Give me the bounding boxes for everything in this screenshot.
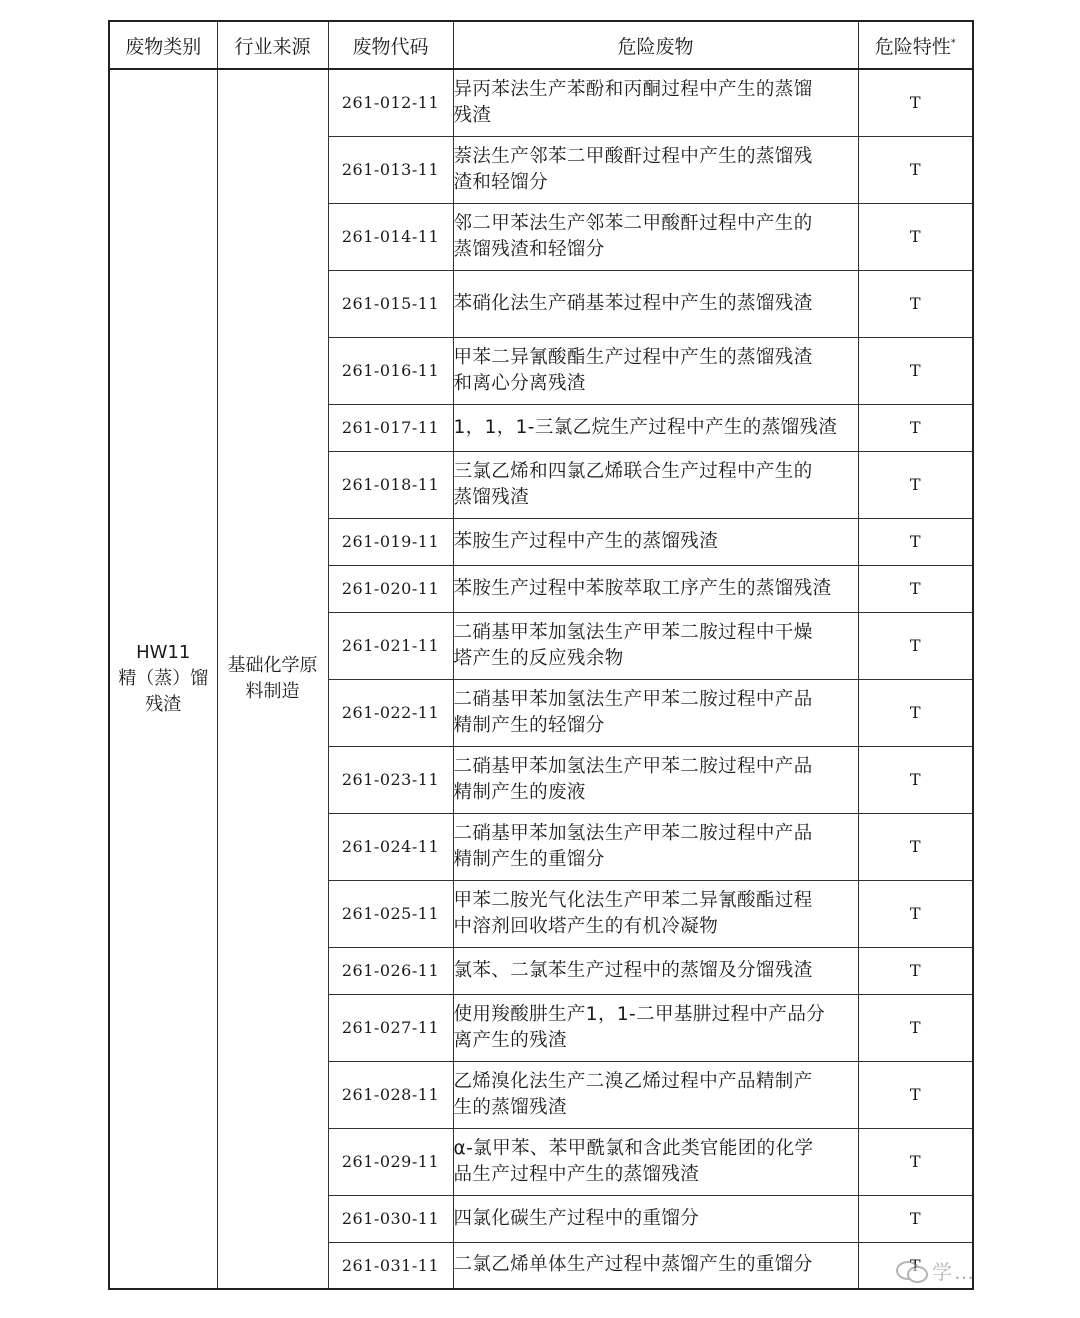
waste-code-cell: 261-022-11 <box>328 679 453 746</box>
hazard-characteristic-cell: T <box>858 880 973 947</box>
hazard-characteristic-cell: T <box>858 337 973 404</box>
hazardous-waste-cell <box>453 612 858 679</box>
waste-desc-line2: 蒸馏残渣 <box>453 486 530 508</box>
waste-code-cell: 261-012-11 <box>328 69 453 136</box>
waste-code-cell: 261-018-11 <box>328 451 453 518</box>
waste-desc-line1: 异丙苯法生产苯酚和丙酮过程中产生的蒸馏 <box>453 78 813 100</box>
hazard-characteristic-cell: T <box>858 947 973 994</box>
table-header-row <box>109 21 973 69</box>
hazardous-waste-cell <box>453 746 858 813</box>
waste-desc-line1: 二硝基甲苯加氢法生产甲苯二胺过程中干燥 <box>453 621 813 643</box>
hazard-characteristic-cell: T <box>858 679 973 746</box>
watermark-text: 学… <box>932 1259 976 1284</box>
waste-desc-line1: α-氯甲苯、苯甲酰氯和含此类官能团的化学 <box>453 1137 814 1159</box>
header-category: 废物类别 <box>109 21 217 69</box>
hazardous-waste-cell <box>453 337 858 404</box>
waste-desc-line1: 甲苯二胺光气化法生产甲苯二异氰酸酯过程 <box>453 889 813 911</box>
hazard-characteristic-cell: T <box>858 404 973 451</box>
waste-desc-line2: 精制产生的轻馏分 <box>453 714 605 736</box>
hazard-characteristic-cell: T <box>858 565 973 612</box>
table-body <box>109 69 973 1289</box>
industry-source-cell <box>217 69 328 1289</box>
hazardous-waste-cell <box>453 203 858 270</box>
waste-desc-line1: 萘法生产邻苯二甲酸酐过程中产生的蒸馏残 <box>453 145 813 167</box>
waste-desc-line1: 二氯乙烯单体生产过程中蒸馏产生的重馏分 <box>453 1254 813 1276</box>
waste-code-cell: 261-015-11 <box>328 270 453 337</box>
wechat-watermark <box>896 1252 1052 1288</box>
hazard-characteristic-cell: T <box>858 1195 973 1242</box>
waste-desc-line1: 甲苯二异氰酸酯生产过程中产生的蒸馏残渣 <box>453 346 813 368</box>
waste-desc-line1: 使用羧酸肼生产1，1-二甲基肼过程中产品分 <box>453 1003 826 1025</box>
hazardous-waste-cell <box>453 1128 858 1195</box>
table-row <box>109 69 973 136</box>
waste-desc-line2: 蒸馏残渣和轻馏分 <box>453 238 605 260</box>
source-line1: 基础化学原 <box>227 655 318 676</box>
hazardous-waste-cell <box>453 813 858 880</box>
hazard-characteristic-cell: T <box>858 612 973 679</box>
header-source: 行业来源 <box>217 21 328 69</box>
hazard-characteristic-cell: T <box>858 746 973 813</box>
category-name-line1: 精（蒸）馏 <box>118 668 209 689</box>
waste-code-cell: 261-024-11 <box>328 813 453 880</box>
waste-code-cell: 261-030-11 <box>328 1195 453 1242</box>
hazardous-waste-cell <box>453 1242 858 1289</box>
waste-desc-line1: 苯硝化法生产硝基苯过程中产生的蒸馏残渣 <box>453 292 813 314</box>
hazardous-waste-cell <box>453 880 858 947</box>
waste-desc-line1: 二硝基甲苯加氢法生产甲苯二胺过程中产品 <box>453 755 813 777</box>
hazardous-waste-cell <box>453 451 858 518</box>
hazard-characteristic-cell: T <box>858 813 973 880</box>
hazardous-waste-cell <box>453 518 858 565</box>
waste-code-cell: 261-031-11 <box>328 1242 453 1289</box>
hazard-characteristic-cell: T <box>858 1128 973 1195</box>
waste-code-cell: 261-016-11 <box>328 337 453 404</box>
hazardous-waste-table <box>108 20 974 1290</box>
waste-desc-line1: 邻二甲苯法生产邻苯二甲酸酐过程中产生的 <box>453 212 813 234</box>
waste-code-cell: 261-023-11 <box>328 746 453 813</box>
waste-category-cell <box>109 69 217 1289</box>
waste-desc-line1: 氯苯、二氯苯生产过程中的蒸馏及分馏残渣 <box>453 959 813 981</box>
waste-code-cell: 261-025-11 <box>328 880 453 947</box>
waste-desc-line1: 苯胺生产过程中苯胺萃取工序产生的蒸馏残渣 <box>453 577 832 599</box>
waste-desc-line2: 离产生的残渣 <box>453 1029 567 1051</box>
waste-desc-line2: 品生产过程中产生的蒸馏残渣 <box>453 1163 700 1185</box>
hazardous-waste-cell <box>453 136 858 203</box>
waste-desc-line1: 四氯化碳生产过程中的重馏分 <box>453 1207 700 1229</box>
hazardous-waste-cell <box>453 679 858 746</box>
hazard-characteristic-cell: T <box>858 994 973 1061</box>
waste-desc-line2: 生的蒸馏残渣 <box>453 1096 567 1118</box>
waste-desc-line1: 二硝基甲苯加氢法生产甲苯二胺过程中产品 <box>453 822 813 844</box>
hazard-characteristic-cell: T <box>858 203 973 270</box>
waste-desc-line1: 三氯乙烯和四氯乙烯联合生产过程中产生的 <box>453 460 813 482</box>
hazard-characteristic-cell: T <box>858 136 973 203</box>
waste-desc-line2: 和离心分离残渣 <box>453 372 586 394</box>
hazardous-waste-cell <box>453 270 858 337</box>
hazard-characteristic-cell: T <box>858 518 973 565</box>
header-waste: 危险废物 <box>453 21 858 69</box>
waste-desc-line1: 1，1，1-三氯乙烷生产过程中产生的蒸馏残渣 <box>453 416 838 438</box>
hazardous-waste-cell <box>453 565 858 612</box>
waste-code-cell: 261-027-11 <box>328 994 453 1061</box>
hazardous-waste-cell <box>453 947 858 994</box>
waste-desc-line1: 乙烯溴化法生产二溴乙烯过程中产品精制产 <box>453 1070 813 1092</box>
waste-desc-line2: 渣和轻馏分 <box>453 171 549 193</box>
hazardous-waste-cell <box>453 1195 858 1242</box>
header-code: 废物代码 <box>328 21 453 69</box>
hazardous-waste-cell <box>453 1061 858 1128</box>
hazard-characteristic-cell: T <box>858 69 973 136</box>
waste-code-cell: 261-029-11 <box>328 1128 453 1195</box>
category-name-line2: 残渣 <box>145 694 182 715</box>
waste-desc-line1: 苯胺生产过程中产生的蒸馏残渣 <box>453 530 719 552</box>
waste-code-cell: 261-013-11 <box>328 136 453 203</box>
wechat-icon <box>896 1259 926 1281</box>
waste-desc-line2: 中溶剂回收塔产生的有机冷凝物 <box>453 915 719 937</box>
waste-code-cell: 261-026-11 <box>328 947 453 994</box>
waste-desc-line2: 残渣 <box>453 104 492 126</box>
waste-code-cell: 261-020-11 <box>328 565 453 612</box>
waste-desc-line2: 精制产生的重馏分 <box>453 848 605 870</box>
hazardous-waste-cell <box>453 994 858 1061</box>
hazardous-waste-cell <box>453 69 858 136</box>
hazardous-waste-cell <box>453 404 858 451</box>
hazard-characteristic-cell: T <box>858 451 973 518</box>
category-code: HW11 <box>136 642 191 663</box>
waste-code-cell: 261-019-11 <box>328 518 453 565</box>
waste-code-cell: 261-014-11 <box>328 203 453 270</box>
hazard-characteristic-cell: T <box>858 1061 973 1128</box>
waste-desc-line2: 塔产生的反应残余物 <box>453 647 624 669</box>
header-characteristic-label: 危险特性 <box>874 35 951 58</box>
waste-desc-line2: 精制产生的废液 <box>453 781 586 803</box>
waste-desc-line1: 二硝基甲苯加氢法生产甲苯二胺过程中产品 <box>453 688 813 710</box>
hazard-characteristic-cell: T <box>858 270 973 337</box>
source-line2: 料制造 <box>245 681 300 702</box>
waste-code-cell: 261-021-11 <box>328 612 453 679</box>
header-characteristic <box>858 21 973 69</box>
header-characteristic-mark: * <box>950 37 956 49</box>
waste-code-cell: 261-028-11 <box>328 1061 453 1128</box>
waste-code-cell: 261-017-11 <box>328 404 453 451</box>
